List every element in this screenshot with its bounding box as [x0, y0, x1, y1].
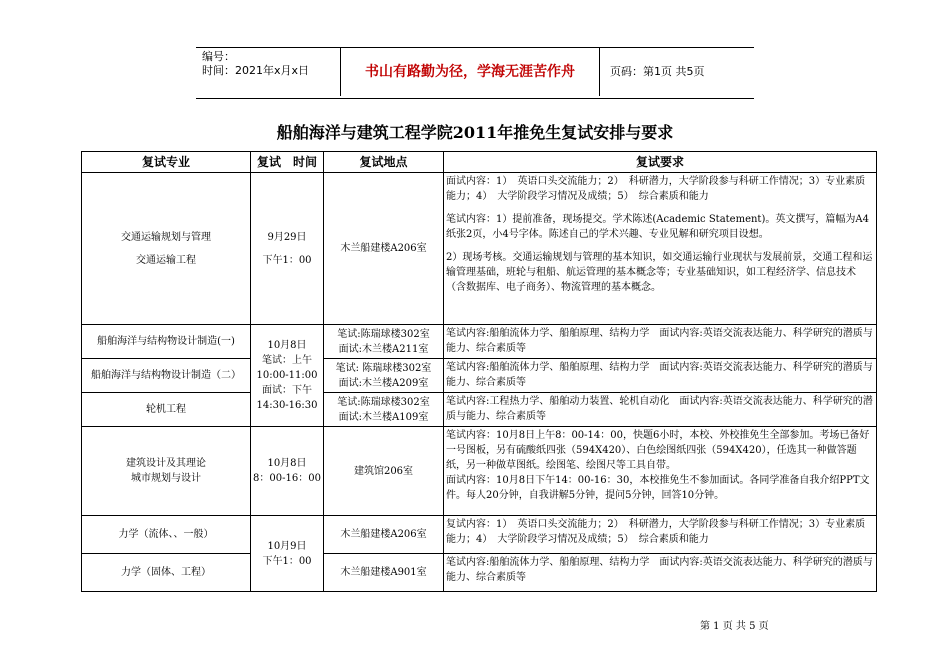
requirements-cell: 复试内容：1） 英语口头交流能力；2） 科研潜力，大学阶段参与科研工作情况；3）专业素质能力；4） 大学阶段学习情况及成绩；5） 综合素质和能力 [444, 516, 877, 554]
place-cell: 建筑馆206室 [324, 427, 444, 516]
time-label: 时间：2021年x月x日 [202, 64, 310, 77]
page-info: 页码：第1页 共5页 [610, 65, 705, 78]
requirements-cell: 笔试内容：10月8日上午8：00-14：00，快题6小时，本校、外校推免生全部参加。考场已备好一号图板，另有硫酸纸四张（594X420）、白色绘图纸四张（594X420），任选其一种做答题纸，另一种做草图纸。绘图笔、绘图尺等工具自带。 面试内容：10月8日下午14：00-16：30，本校推免生不参加面试。各同学准备自我介绍PPT文件。每人20分钟，自我讲解5分钟，提问5分钟，回答10分钟。 [444, 427, 877, 516]
page-header [196, 47, 754, 99]
time-cell: 10月8日 8：00-16：00 [251, 427, 324, 516]
time-cell: 9月29日 下午1：00 [251, 173, 324, 325]
requirements-cell: 面试内容：1） 英语口头交流能力；2） 科研潜力，大学阶段参与科研工作情况；3）专业素质能力；4） 大学阶段学习情况及成绩；5） 综合素质和能力 笔试内容：1）提前准备，现场提交。学术陈述(Academic Statement)。英文撰写，篇幅为A4纸张2页，小4号字体。陈述自己的学术兴趣、专业见解和研究项目设想。 2）现场考核。交通运输规划与管理的基本知识，如交通运输行业现状与发展前景，交通工程和运输管理基础，班轮与租船、航运管理的基本概念等；专业基础知识，如工程经济学、信息技术（含数据库、电子商务）、物流管理的基本概念。 [444, 173, 877, 325]
table-row [82, 554, 877, 592]
major-cell: 交通运输规划与管理 交通运输工程 [82, 173, 251, 325]
place-cell: 木兰船建楼A206室 [324, 173, 444, 325]
major-cell: 船舶海洋与结构物设计制造（二） [82, 359, 251, 393]
table-header-row [82, 152, 877, 173]
header-meta [202, 50, 309, 78]
major-cell: 力学（流体、、一般） [82, 516, 251, 554]
table-row [82, 427, 877, 516]
major-cell: 力学（固体、工程） [82, 554, 251, 592]
schedule-table [81, 151, 877, 592]
requirements-cell: 笔试内容:工程热力学、船舶动力装置、轮机自动化 面试内容:英语交流表达能力、科学研究的潜质与能力、综合素质等 [444, 393, 877, 427]
major-cell: 建筑设计及其理论 城市规划与设计 [82, 427, 251, 516]
table-row [82, 359, 877, 393]
table-row [82, 325, 877, 359]
header-major: 复试专业 [82, 152, 251, 173]
number-label: 编号： [202, 50, 235, 63]
table-row [82, 173, 877, 325]
major-cell: 轮机工程 [82, 393, 251, 427]
table-row [82, 393, 877, 427]
major-cell: 船舶海洋与结构物设计制造(一) [82, 325, 251, 359]
header-place: 复试地点 [324, 152, 444, 173]
time-cell: 10月9日 下午1：00 [251, 516, 324, 592]
place-cell: 笔试:陈瑞球楼302室 面试:木兰楼A109室 [324, 393, 444, 427]
place-cell: 笔试:陈瑞球楼302室 面试:木兰楼A211室 [324, 325, 444, 359]
table-row [82, 516, 877, 554]
header-requirements: 复试要求 [444, 152, 877, 173]
requirements-cell: 笔试内容:船舶流体力学、船舶原理、结构力学 面试内容:英语交流表达能力、科学研究的潜质与能力、综合素质等 [444, 554, 877, 592]
time-cell: 10月8日 笔试：上午 10:00-11:00 面试：下午 14:30-16:30 [251, 325, 324, 427]
requirements-cell: 笔试内容:船舶流体力学、船舶原理、结构力学 面试内容:英语交流表达能力、科学研究的潜质与能力、综合素质等 [444, 325, 877, 359]
motto: 书山有路勤为径，学海无涯苦作舟 [340, 48, 600, 96]
place-cell: 木兰船建楼A901室 [324, 554, 444, 592]
place-cell: 木兰船建楼A206室 [324, 516, 444, 554]
page-footer: 第 1 页 共 5 页 [700, 621, 769, 632]
document-title: 船舶海洋与建筑工程学院2011年推免生复试安排与要求 [276, 123, 674, 142]
requirements-cell: 笔试内容:船舶流体力学、船舶原理、结构力学 面试内容:英语交流表达能力、科学研究的潜质与能力、综合素质等 [444, 359, 877, 393]
place-cell: 笔试: 陈瑞球楼302室 面试:木兰楼A209室 [324, 359, 444, 393]
header-time: 复试 时间 [251, 152, 324, 173]
